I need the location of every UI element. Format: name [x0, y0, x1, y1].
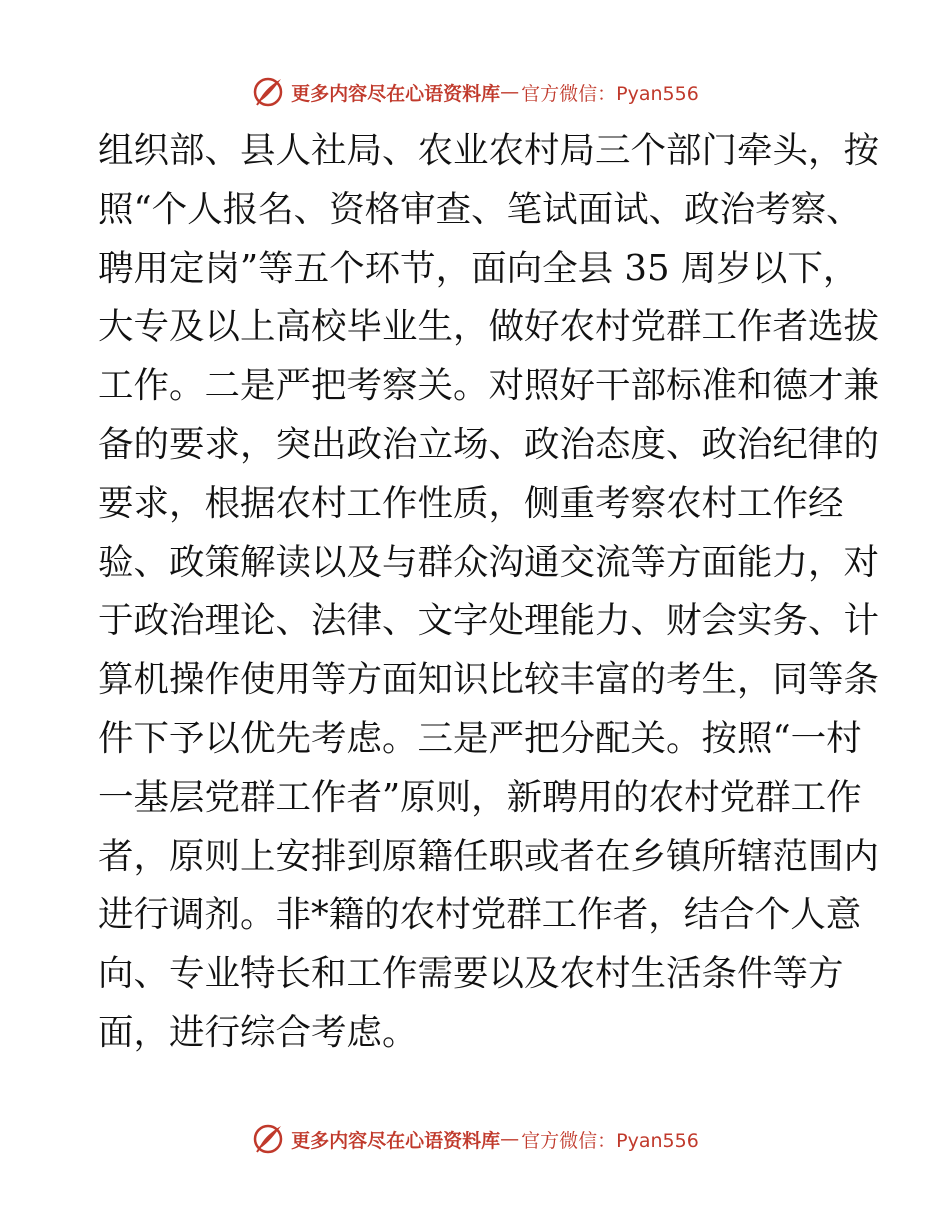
- body-line: 者，原则上安排到原籍任职或者在乡镇所辖范围内: [98, 835, 880, 877]
- watermark-text: 更多内容尽在心语资料库: [291, 82, 501, 105]
- body-line: 要求，根据农村工作性质，侧重考察农村工作经: [98, 482, 844, 524]
- header-watermark: [0, 72, 950, 112]
- body-line: 大专及以上高校毕业生，做好农村党群工作者选拔: [98, 306, 880, 348]
- document-body: [98, 122, 880, 1063]
- body-line: 于政治理论、法律、文字处理能力、财会实务、计: [98, 600, 880, 642]
- feather-pen-circle-icon: [251, 75, 285, 109]
- body-line: 聘用定岗”等五个环节，面向全县 35 周岁以下，: [98, 247, 859, 289]
- watermark-separator: —: [500, 81, 520, 103]
- body-line: 备的要求，突出政治立场、政治态度、政治纪律的: [98, 423, 880, 465]
- watermark-text: 更多内容尽在心语资料库: [291, 1129, 501, 1152]
- watermark-separator: —: [500, 1128, 520, 1150]
- watermark-wechat: 官方微信：Pyan556: [521, 82, 699, 105]
- watermark-wechat: 官方微信：Pyan556: [521, 1129, 699, 1152]
- footer-watermark: [0, 1119, 950, 1159]
- body-line: 组织部、县人社局、农业农村局三个部门牵头，按: [98, 130, 880, 171]
- body-line: 一基层党群工作者”原则，新聘用的农村党群工作: [98, 776, 862, 818]
- body-line: 照“个人报名、资格审查、笔试面试、政治考察、: [98, 188, 862, 230]
- feather-pen-circle-icon: [251, 1122, 285, 1156]
- body-line: 向、专业特长和工作需要以及农村生活条件等方: [98, 953, 844, 995]
- body-line: 算机操作使用等方面知识比较丰富的考生，同等条: [98, 659, 880, 701]
- body-line: 进行调剂。非*籍的农村党群工作者，结合个人意: [98, 894, 862, 936]
- body-line: 件下予以优先考虑。三是严把分配关。按照“一村: [98, 717, 862, 759]
- body-line: 验、政策解读以及与群众沟通交流等方面能力，对: [98, 541, 880, 583]
- body-line: 工作。二是严把考察关。对照好干部标准和德才兼: [98, 365, 880, 407]
- body-line: 面，进行综合考虑。: [98, 1011, 418, 1053]
